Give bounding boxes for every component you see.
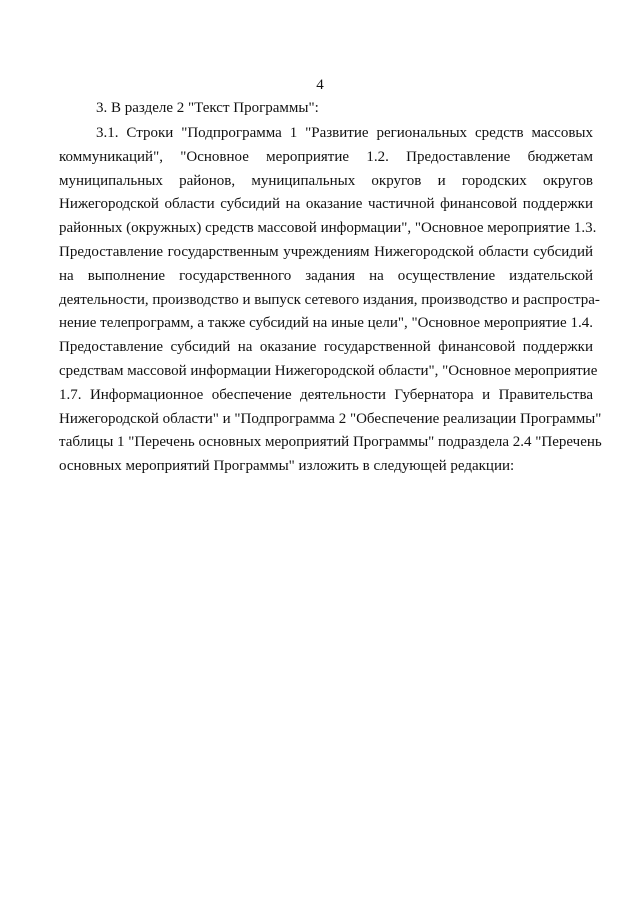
paragraph-line: основных мероприятий Программы" изложить в следующей редакции:: [59, 458, 515, 475]
paragraph-line: Нижегородской области" и "Подпрограмма 2 "Обеспечение реализации Программы": [59, 410, 602, 427]
paragraph-line: деятельности, производство и выпуск сетевого издания, производство и распростра-: [59, 291, 600, 308]
paragraph-line: районных (окружных) средств массовой информации", "Основное мероприятие 1.3.: [59, 220, 597, 237]
paragraph-line: коммуникаций", "Основное мероприятие 1.2. Предоставление бюджетам: [59, 148, 593, 165]
paragraph-line: 1.7. Информационное обеспечение деятельности Губернатора и Правительства: [59, 386, 593, 403]
paragraph-3-1: [59, 122, 602, 479]
paragraph-line: таблицы 1 "Перечень основных мероприятий Программы" подраздела 2.4 "Перечень: [59, 434, 602, 451]
page-number: 4: [316, 77, 324, 93]
paragraph-line: средствам массовой информации Нижегородской области", "Основное мероприятие: [59, 362, 598, 379]
paragraph-line: нение телепрограмм, а также субсидий на иные цели", "Основное мероприятие 1.4.: [59, 315, 593, 332]
section-heading: 3. В разделе 2 "Текст Программы":: [96, 100, 319, 116]
paragraph-line: Предоставление субсидий на оказание государственной финансовой поддержки: [59, 339, 593, 356]
paragraph-line: Нижегородской области субсидий на оказание частичной финансовой поддержки: [59, 196, 593, 213]
paragraph-line: Предоставление государственным учреждениям Нижегородской области субсидий: [59, 243, 593, 260]
paragraph-line: муниципальных районов, муниципальных округов и городских округов: [59, 172, 593, 189]
paragraph-line: 3.1. Строки "Подпрограмма 1 "Развитие региональных средств массовых: [96, 125, 593, 141]
paragraph-line: на выполнение государственного задания на осуществление издательской: [59, 267, 593, 284]
